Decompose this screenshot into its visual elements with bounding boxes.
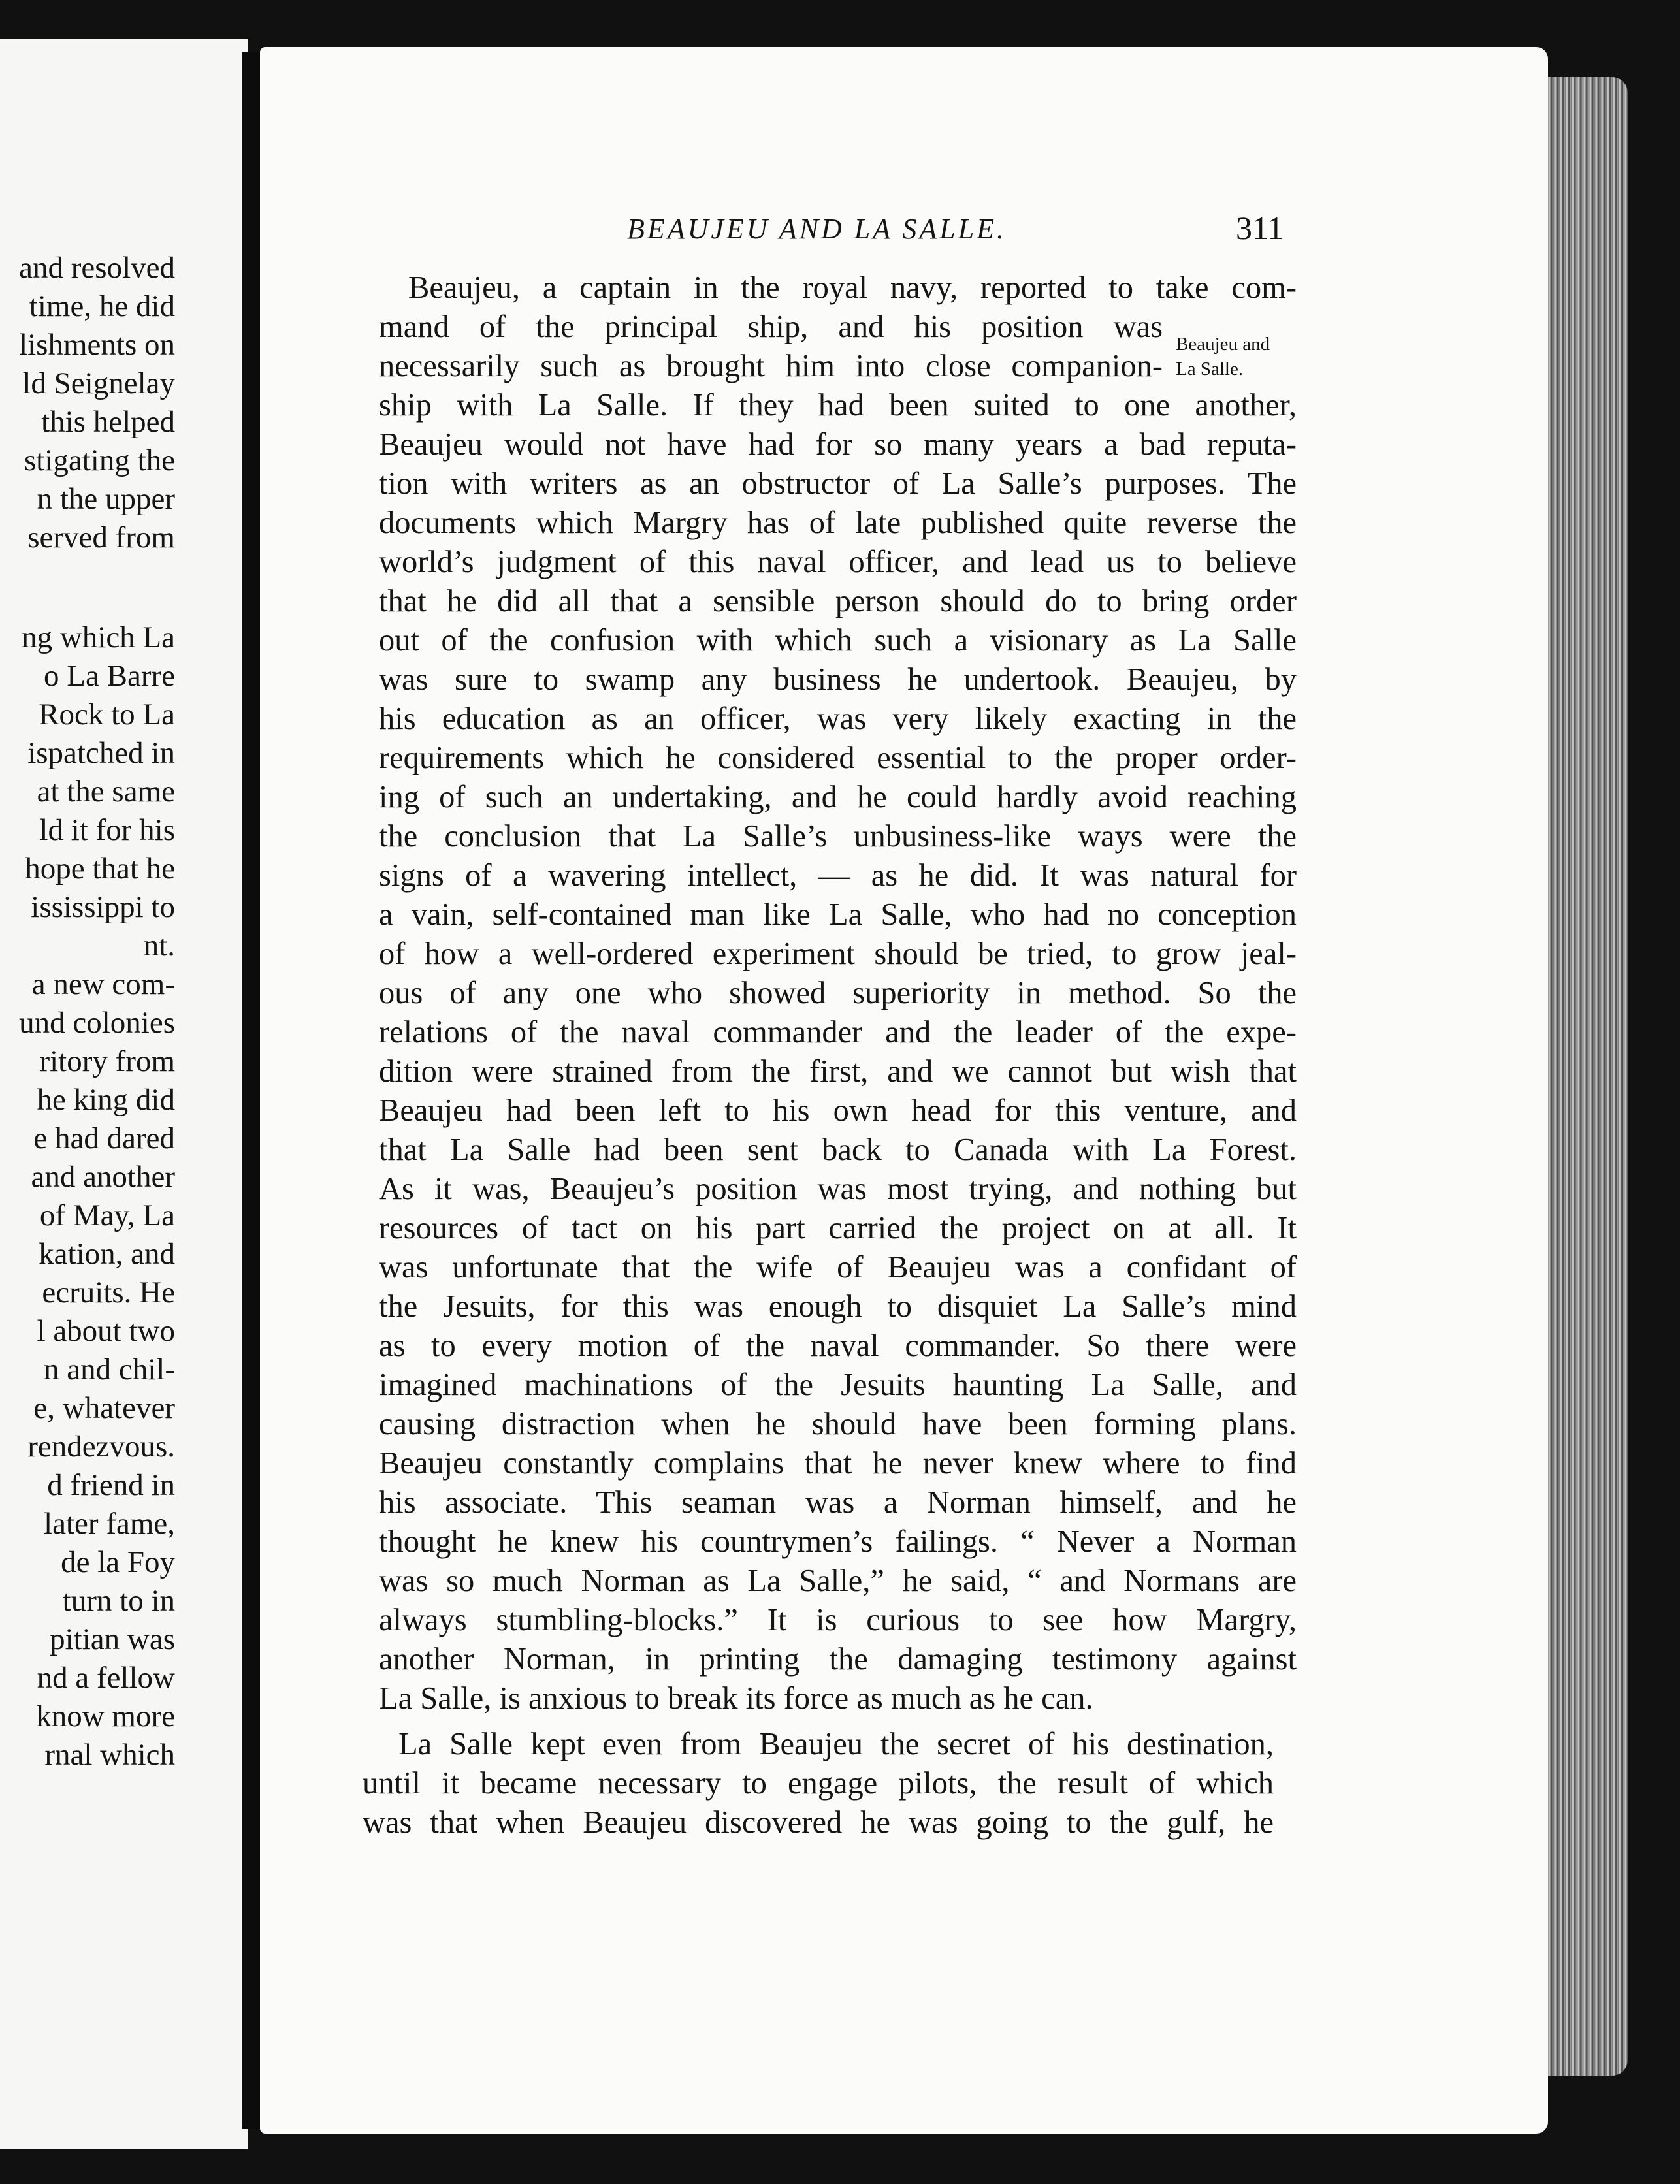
text-line: signs of a wavering intellect, — as he did. It was natural for	[379, 858, 1297, 893]
facing-page-line: rnal which	[44, 1738, 175, 1772]
text-line: thought he knew his countrymen’s failings. “ Never a Norman	[379, 1524, 1297, 1559]
facing-page-line: e, whatever	[33, 1391, 175, 1425]
facing-page-line: turn to in	[62, 1584, 175, 1618]
book-gutter	[242, 52, 261, 2129]
facing-page-line: pitian was	[50, 1622, 175, 1656]
facing-page-line: n and chil-	[44, 1353, 175, 1387]
facing-page-line: nt.	[143, 929, 175, 963]
text-line: always stumbling-blocks.” It is curious to see how Margry,	[379, 1603, 1297, 1637]
text-line: tion with writers as an obstructor of La Salle’s purposes. The	[379, 466, 1297, 501]
facing-page-line: at the same	[37, 775, 175, 809]
text-line: ing of such an undertaking, and he could hardly avoid reaching	[379, 780, 1297, 814]
text-line: relations of the naval commander and the leader of the expe-	[379, 1015, 1297, 1050]
facing-page-line: hope that he	[25, 852, 175, 886]
text-line: was that when Beaujeu discovered he was going to the gulf, he	[363, 1805, 1274, 1840]
text-line: documents which Margry has of late published quite reverse the	[379, 506, 1297, 540]
facing-page-line: kation, and	[39, 1237, 175, 1271]
text-line: was unfortunate that the wife of Beaujeu was a confidant of	[379, 1250, 1297, 1285]
text-line: As it was, Beaujeu’s position was most trying, and nothing but	[379, 1172, 1297, 1206]
text-line: of how a well-ordered experiment should be tried, to grow jeal-	[379, 937, 1297, 971]
facing-page-line: lishments on	[19, 328, 175, 362]
facing-page-line: l about two	[37, 1314, 175, 1348]
marginal-note-line-1: Beaujeu and	[1176, 334, 1270, 355]
text-line: his education as an officer, was very likely exacting in the	[379, 701, 1297, 736]
facing-page-line: ississippi to	[31, 890, 175, 924]
facing-page-line: o La Barre	[44, 659, 175, 693]
text-line: Beaujeu, a captain in the royal navy, reported to take com-	[408, 270, 1297, 305]
facing-page-line: of May, La	[39, 1198, 175, 1232]
facing-page-line: he king did	[37, 1083, 175, 1117]
marginal-note-line-2: La Salle.	[1176, 359, 1244, 379]
facing-page-line: later fame,	[44, 1507, 175, 1541]
text-line: that La Salle had been sent back to Canada with La Forest.	[379, 1132, 1297, 1167]
facing-page-line: a new com-	[31, 967, 175, 1001]
facing-page-line: ng which La	[22, 620, 175, 654]
facing-page-line: served from	[27, 521, 175, 554]
text-line: the Jesuits, for this was enough to disquiet La Salle’s mind	[379, 1289, 1297, 1324]
text-line: was sure to swamp any business he undertook. Beaujeu, by	[379, 662, 1297, 697]
text-line: as to every motion of the naval commander. So there were	[379, 1328, 1297, 1363]
text-line: Beaujeu constantly complains that he never knew where to find	[379, 1446, 1297, 1481]
facing-page-line: e had dared	[33, 1121, 175, 1155]
text-line: causing distraction when he should have been forming plans.	[379, 1407, 1297, 1441]
facing-page-line: n the upper	[37, 482, 175, 516]
facing-page-line: und colonies	[19, 1006, 175, 1040]
facing-page-line: Rock to La	[39, 698, 175, 731]
text-line: La Salle kept even from Beaujeu the secret of his destination,	[398, 1727, 1274, 1761]
text-line: was so much Norman as La Salle,” he said, “ and Normans are	[379, 1564, 1297, 1598]
text-line: Beaujeu had been left to his own head for this venture, and	[379, 1093, 1297, 1128]
text-line: another Norman, in printing the damaging testimony against	[379, 1642, 1297, 1677]
text-line: that he did all that a sensible person should do to bring order	[379, 584, 1297, 618]
text-line: ship with La Salle. If they had been suited to one another,	[379, 388, 1297, 423]
text-line: necessarily such as brought him into close companion-	[379, 349, 1163, 383]
facing-page	[0, 39, 248, 2149]
text-line: dition were strained from the first, and we cannot but wish that	[379, 1054, 1297, 1089]
text-line: until it became necessary to engage pilots, the result of which	[363, 1766, 1274, 1801]
text-line: out of the confusion with which such a visionary as La Salle	[379, 623, 1297, 658]
text-line: resources of tact on his part carried the project on at all. It	[379, 1211, 1297, 1245]
facing-page-line: nd a fellow	[37, 1661, 175, 1695]
text-line: the conclusion that La Salle’s unbusiness-like ways were the	[379, 819, 1297, 854]
facing-page-line: rendezvous.	[27, 1430, 175, 1464]
facing-page-line: ld Seignelay	[22, 366, 175, 400]
facing-page-line: know more	[36, 1699, 175, 1733]
facing-page-line: this helped	[41, 405, 175, 439]
text-line: ous of any one who showed superiority in method. So the	[379, 976, 1297, 1010]
text-line: world’s judgment of this naval officer, and lead us to believe	[379, 545, 1297, 579]
facing-page-line: de la Foy	[61, 1545, 175, 1579]
text-line: imagined machinations of the Jesuits haunting La Salle, and	[379, 1368, 1297, 1402]
running-head: BEAUJEU AND LA SALLE.	[627, 213, 1007, 245]
facing-page-line: and resolved	[19, 251, 175, 285]
text-line: La Salle, is anxious to break its force as much as he can.	[379, 1681, 1093, 1716]
text-line: his associate. This seaman was a Norman himself, and he	[379, 1485, 1297, 1520]
facing-page-line: ld it for his	[39, 813, 175, 847]
text-line: Beaujeu would not have had for so many years a bad reputa-	[379, 427, 1297, 462]
facing-page-line: ritory from	[39, 1044, 175, 1078]
text-line: requirements which he considered essential to the proper order-	[379, 741, 1297, 775]
text-line: a vain, self-contained man like La Salle, who had no conception	[379, 897, 1297, 932]
facing-page-line: d friend in	[47, 1468, 175, 1502]
facing-page-line: ispatched in	[27, 736, 175, 770]
facing-page-line: stigating the	[24, 443, 175, 477]
text-line: mand of the principal ship, and his position was	[379, 310, 1163, 344]
facing-page-line: ecruits. He	[42, 1276, 175, 1309]
facing-page-line: time, he did	[29, 289, 175, 323]
page-number: 311	[1236, 210, 1284, 246]
facing-page-line: and another	[31, 1160, 175, 1194]
